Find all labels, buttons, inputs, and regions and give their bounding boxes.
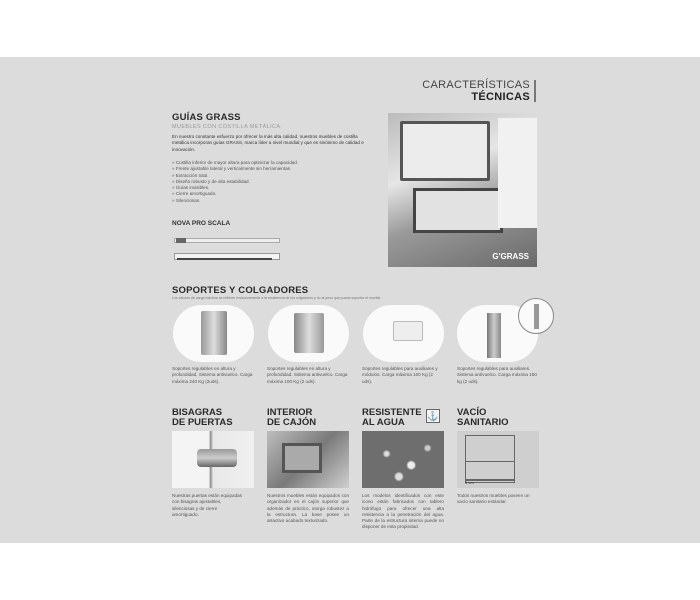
- hinge-image: [172, 431, 254, 488]
- feature-sanitary: [457, 408, 509, 428]
- feature-text-hinges: Nuestras puertas están equipadas con bisagras ajustables, silenciosas y de cierre amortiguado.: [172, 493, 242, 517]
- support-image-3: [363, 305, 444, 362]
- feature-water: [362, 408, 422, 428]
- bullet: » Guías invisibles.: [172, 185, 210, 191]
- feature-text-water: Los modelos identificados con este icono están fabricados con tablero hidrófugo para ofrecer una alta resistencia a la penetración del agua. Parte de la estructura interna puede no disponer de esta propiedad.: [362, 493, 444, 530]
- support-caption-2: Soportes regulables en altura y profundidad. Sistema antivuelco. Carga máxima 100 Kg (2 uds).: [267, 366, 348, 384]
- feature-title: SANITARIO: [457, 417, 509, 428]
- soportes-title: SOPORTES Y COLGADORES: [172, 285, 309, 296]
- support-caption-3: Soportes regulables para auxiliares y módulos. Carga máxima 100 Kg (2 uds).: [362, 366, 438, 384]
- guias-intro: En nuestro constante esfuerzo por ofrecer la más alta calidad, nuestros muebles de costilla metálica incorporan guías GRASS, marca líder a nivel mundial y que es sinónimo de calidad e innovación.: [172, 134, 364, 152]
- bullet: » Cierre amortiguado.: [172, 191, 217, 197]
- feature-text-sanitary: Todos nuestros muebles poseen un vacío sanitario estándar.: [457, 493, 530, 505]
- header-line1: CARACTERÍSTICAS: [422, 79, 530, 91]
- feature-text-drawer: Nuestros muebles están equipados con organizador en el cajón superior que además de práctico, otorga robustez a la estructura. La base posee un atractivo acabado texturizado.: [267, 493, 349, 524]
- dimension-label: 5 cm: [465, 480, 474, 485]
- bullet: » Diseño robusto y de alta estabilidad.: [172, 178, 250, 184]
- feature-title: INTERIOR: [267, 407, 313, 418]
- drawer-interior-image: [267, 431, 349, 488]
- bullet: » Silenciosas.: [172, 197, 201, 203]
- support-caption-4: Soportes regulables para auxiliares. Sistema antivuelco. Carga máxima 150 kg (2 uds).: [457, 366, 537, 384]
- feature-title: RESISTENTE: [362, 407, 422, 418]
- support-detail-circle: [518, 298, 554, 334]
- support-image-1: [173, 305, 254, 362]
- water-resistant-icon: ⚓: [427, 411, 439, 421]
- header-line2: TÉCNICAS: [471, 91, 530, 103]
- feature-title: BISAGRAS: [172, 407, 223, 418]
- drawer-photo: [388, 113, 537, 267]
- guias-title: GUÍAS GRASS: [172, 112, 241, 123]
- bullet: » Extracción total.: [172, 172, 209, 178]
- sanitary-diagram: [457, 431, 539, 488]
- header-bar: [534, 80, 536, 102]
- product-name: NOVA PRO SCALA: [172, 220, 231, 227]
- slide-rail-image: [174, 236, 280, 268]
- feature-hinges: [172, 408, 233, 428]
- page-background: [0, 57, 700, 543]
- feature-title: VACÍO: [457, 407, 487, 418]
- grass-logo: G'GRASS: [492, 252, 529, 261]
- bullet: » Frente ajustable lateral y verticalmente sin herramientas.: [172, 166, 292, 172]
- soportes-note: Los valores de carga máxima se refieren exclusivamente a la resistencia de los colgadores y no al peso que pueda soportar el mueble.: [172, 296, 382, 300]
- feature-title: DE CAJÓN: [267, 417, 317, 428]
- feature-drawer: [267, 408, 316, 428]
- guias-bullets: [172, 160, 372, 204]
- feature-title: AL AGUA: [362, 417, 405, 428]
- water-drops-image: [362, 431, 444, 488]
- support-caption-1: Soportes regulables en altura y profundidad. Sistema antivuelco. Carga máxima 240 Kg (2uds).: [172, 366, 253, 384]
- bullet: » Costilla inferior de mayor altura para optimizar la capacidad.: [172, 160, 299, 165]
- support-image-2: [268, 305, 349, 362]
- feature-title: DE PUERTAS: [172, 417, 233, 428]
- guias-subtitle: MUEBLES CON COSTILLA METÁLICA.: [172, 124, 283, 130]
